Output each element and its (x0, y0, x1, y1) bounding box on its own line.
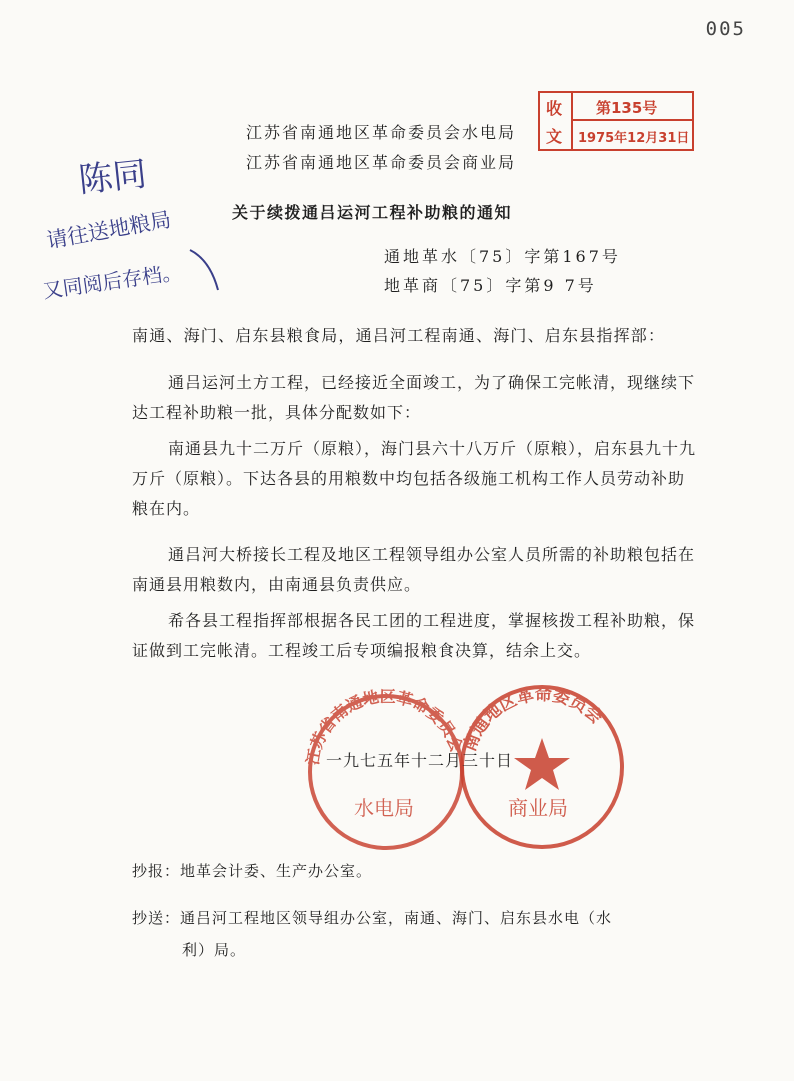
copy-send-block (132, 902, 712, 966)
copy-send-line-2: 利）局。 (182, 941, 247, 959)
receipt-label-top: 收 (546, 99, 563, 118)
handwritten-note (40, 140, 240, 330)
right-seal-center-text: 商业局 (508, 796, 568, 820)
recipients-line: 南通、海门、启东县粮食局，通吕河工程南通、海门、启东县指挥部： (132, 326, 666, 345)
issuer-line-1: 江苏省南通地区革命委员会水电局 (246, 123, 517, 142)
receipt-number: 第135号 (596, 99, 658, 117)
copy-send-line-1: 抄送：通吕河工程地区领导组办公室，南通、海门、启东县水电（水 (132, 909, 613, 927)
issue-date: 一九七五年十二月三十日 (326, 751, 514, 770)
document-title: 关于续拨通吕运河工程补助粮的通知 (232, 203, 513, 222)
receipt-date: 1975年12月31日 (578, 131, 690, 146)
paragraph-1: 通吕运河土方工程，已经接近全面竣工，为了确保工完帐清，现继续下达工程补助粮一批，具体分配数如下： (132, 373, 696, 422)
page-number: 005 (705, 18, 746, 40)
doc-number-2: 地革商〔75〕字第9 7号 (384, 276, 597, 295)
receipt-label-bottom: 文 (546, 127, 563, 146)
right-seal-ring-text: 南通地区革命委员会 (459, 684, 607, 755)
left-seal-center-text: 水电局 (354, 796, 414, 820)
copy-report-line: 抄报：地革会计委、生产办公室。 (132, 862, 373, 880)
issuer-line-2: 江苏省南通地区革命委员会商业局 (246, 153, 517, 172)
paragraph-4: 希各县工程指挥部根据各民工团的工程进度，掌握核拨工程补助粮，保证做到工完帐清。工程竣工后专项编报粮食决算，结余上交。 (132, 611, 696, 660)
receipt-stamp (538, 90, 696, 154)
left-seal-ring-text: 江苏省南通地区革命委员会 (302, 686, 467, 767)
handwritten-line-2: 请往送地粮局 (44, 207, 173, 253)
doc-number-1: 通地革水〔75〕字第167号 (384, 247, 621, 266)
handwritten-line-1: 陈同 (76, 154, 149, 201)
paragraph-3: 通吕河大桥接长工程及地区工程领导组办公室人员所需的补助粮包括在南通县用粮数内，由南通县负责供应。 (132, 545, 696, 594)
handwritten-line-3: 又同阅后存档。 (41, 259, 184, 303)
paragraph-2: 南通县九十二万斤（原粮），海门县六十八万斤（原粮），启东县九十九万斤（原粮）。下达各县的用粮数中均包括各级施工机构工作人员劳动补助粮在内。 (132, 439, 697, 518)
seal-star-icon (514, 738, 570, 790)
